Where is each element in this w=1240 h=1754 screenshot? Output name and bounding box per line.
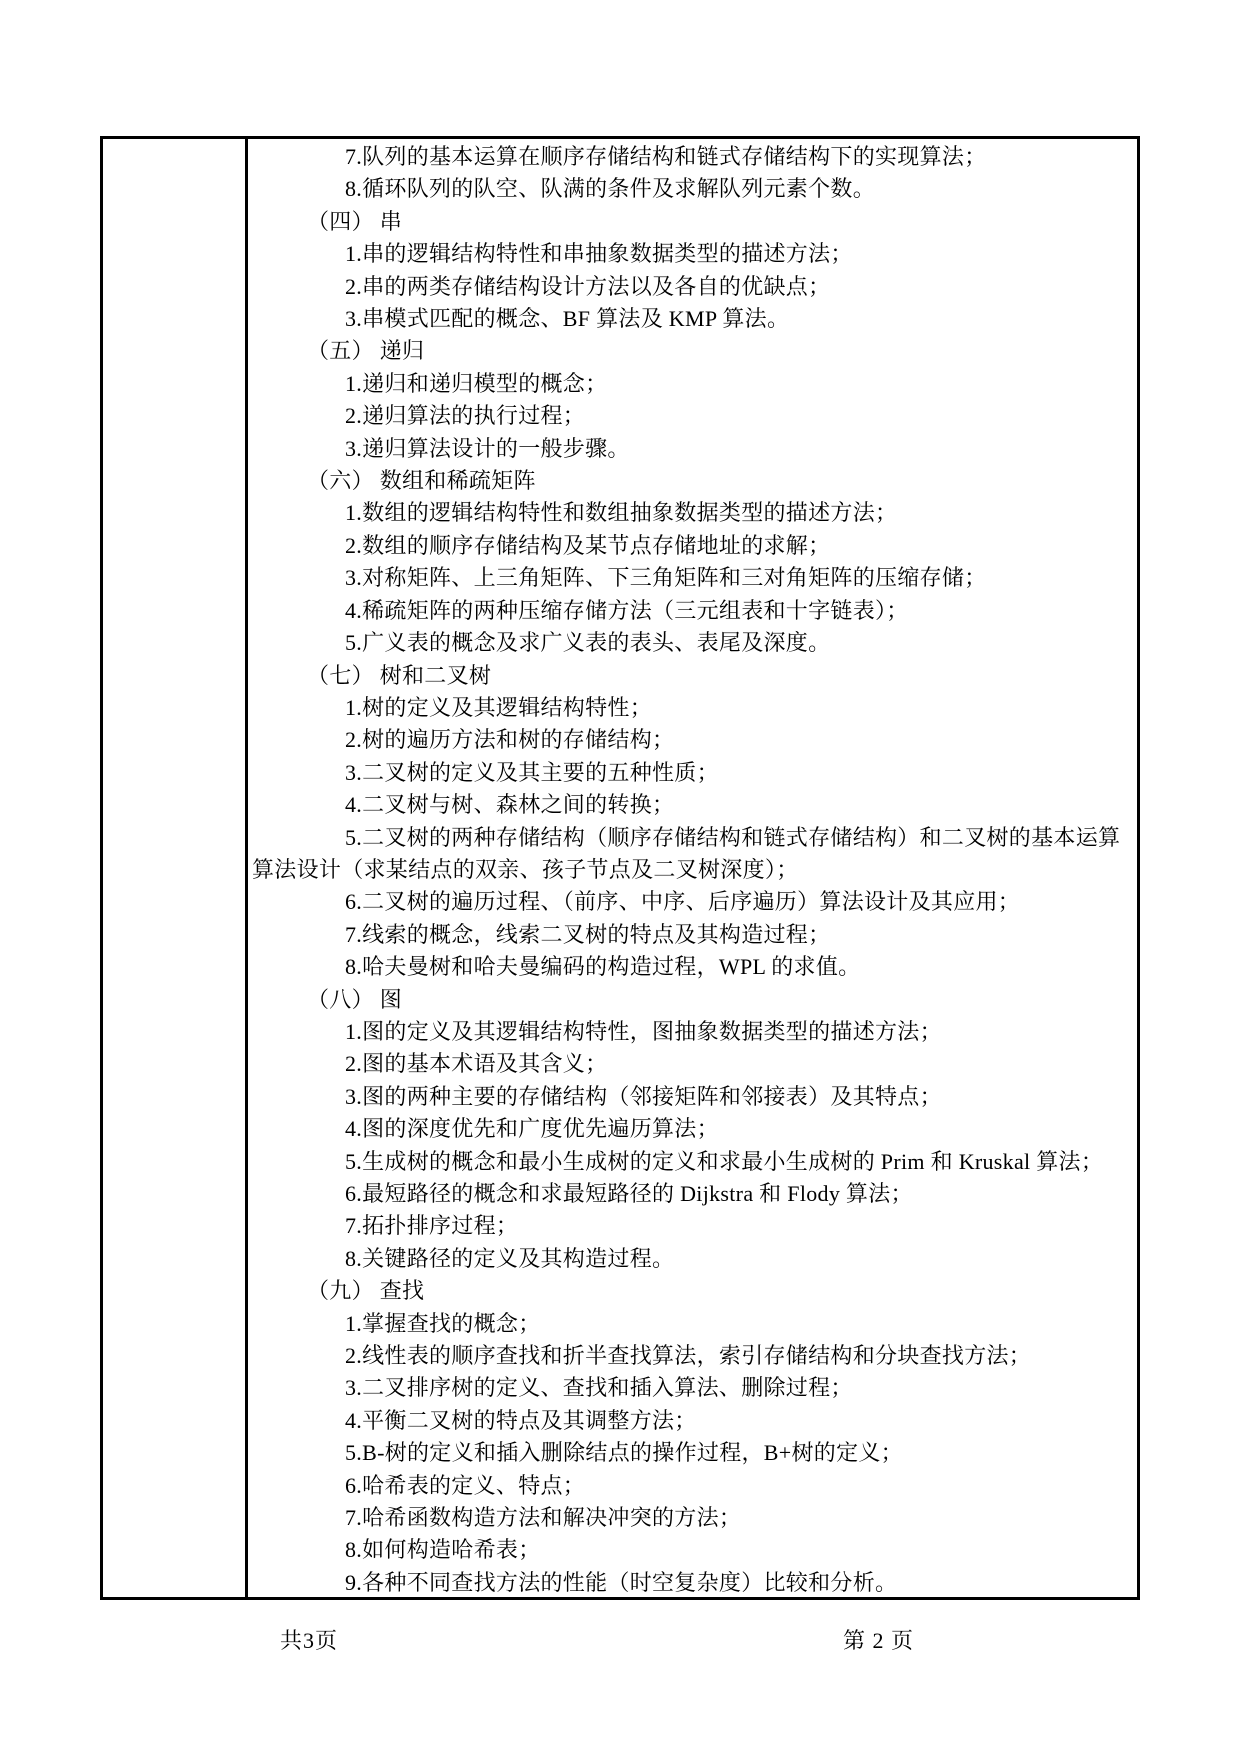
content-line: 3.对称矩阵、上三角矩阵、下三角矩阵和三对角矩阵的压缩存储； [345, 565, 987, 591]
content-line: 9.各种不同查找方法的性能（时空复杂度）比较和分析。 [345, 1569, 898, 1595]
content-line: 1.图的定义及其逻辑结构特性，图抽象数据类型的描述方法； [345, 1018, 942, 1044]
content-line: 7.线索的概念，线索二叉树的特点及其构造过程； [345, 921, 831, 947]
content-line: 1.串的逻辑结构特性和串抽象数据类型的描述方法； [345, 241, 853, 267]
content-line: 2.树的遍历方法和树的存储结构； [345, 727, 675, 753]
content-line: 2.递归算法的执行过程； [345, 403, 586, 429]
content-line: 1.数组的逻辑结构特性和数组抽象数据类型的描述方法； [345, 500, 898, 526]
content-line: 3.串模式匹配的概念、BF 算法及 KMP 算法。 [345, 306, 790, 332]
content-line: 8.哈夫曼树和哈夫曼编码的构造过程，WPL 的求值。 [345, 954, 861, 980]
content-line: 8.循环队列的队空、队满的条件及求解队列元素个数。 [345, 176, 876, 202]
section-header: （八） 图 [307, 986, 403, 1012]
content-line: 7.队列的基本运算在顺序存储结构和链式存储结构下的实现算法； [345, 144, 987, 169]
content-line: 2.串的两类存储结构设计方法以及各自的优缺点； [345, 273, 831, 299]
content-line: 8.关键路径的定义及其构造过程。 [345, 1245, 675, 1271]
content-line: 3.二叉树的定义及其主要的五种性质； [345, 759, 719, 785]
table-content-cell [248, 139, 1137, 1597]
content-line: 6.最短路径的概念和求最短路径的 Dijkstra 和 Flody 算法； [345, 1181, 913, 1206]
content-line: 1.树的定义及其逻辑结构特性； [345, 694, 653, 720]
content-line: 4.稀疏矩阵的两种压缩存储方法（三元组表和十字链表）； [345, 597, 909, 623]
content-line: 3.二叉排序树的定义、查找和插入算法、删除过程； [345, 1375, 853, 1401]
content-table [100, 136, 1140, 1600]
content-line: 2.图的基本术语及其含义； [345, 1051, 608, 1077]
content-line: 7.哈希函数构造方法和解决冲突的方法； [345, 1505, 742, 1531]
content-line: 3.递归算法设计的一般步骤。 [345, 435, 630, 461]
content-line: 7.拓扑排序过程； [345, 1213, 519, 1239]
content-line: 5.广义表的概念及求广义表的表头、表尾及深度。 [345, 630, 831, 656]
section-header: （九） 查找 [307, 1278, 425, 1304]
content-line: 1.掌握查找的概念； [345, 1310, 541, 1336]
content-line: 1.递归和递归模型的概念； [345, 370, 608, 396]
content-line: 3.图的两种主要的存储结构（邻接矩阵和邻接表）及其特点； [345, 1083, 942, 1109]
content-line: 5.生成树的概念和最小生成树的定义和求最小生成树的 Prim 和 Kruskal 算法； [345, 1148, 1104, 1174]
content-line: 2.数组的顺序存储结构及某节点存储地址的求解； [345, 532, 831, 558]
content-line: 6.哈希表的定义、特点； [345, 1472, 586, 1498]
section-header: （四） 串 [307, 208, 403, 234]
table-left-cell [103, 139, 248, 1597]
content-line: 4.图的深度优先和广度优先遍历算法； [345, 1116, 719, 1142]
footer-current-page: 第 2 页 [843, 1628, 915, 1653]
footer-total-pages: 共3页 [280, 1628, 339, 1653]
content-line: 8.如何构造哈希表； [345, 1537, 541, 1563]
content-line: 4.二叉树与树、森林之间的转换； [345, 792, 675, 818]
content-line: 4.平衡二叉树的特点及其调整方法； [345, 1407, 697, 1433]
section-header: （七） 树和二叉树 [307, 662, 492, 688]
section-header: （五） 递归 [307, 338, 425, 364]
content-line: 2.线性表的顺序查找和折半查找算法，索引存储结构和分块查找方法； [345, 1343, 1032, 1369]
section-header: （六） 数组和稀疏矩阵 [307, 468, 536, 494]
content-line: 5.B-树的定义和插入删除结点的操作过程，B+树的定义； [345, 1440, 903, 1466]
content-line: 5.二叉树的两种存储结构（顺序存储结构和链式存储结构）和二叉树的基本运算算法设计（求某结点的双亲、孩子节点及二叉树深度）； [252, 824, 1121, 882]
content-line: 6.二叉树的遍历过程、（前序、中序、后序遍历）算法设计及其应用； [345, 889, 1021, 915]
